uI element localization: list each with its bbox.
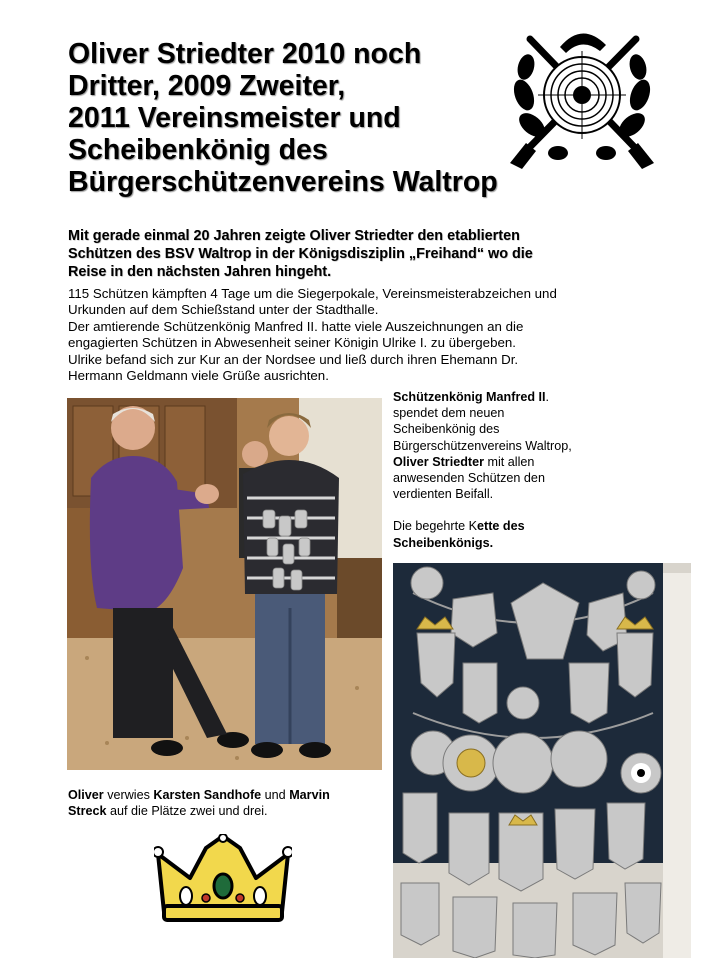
caption-text: mit allen xyxy=(484,454,535,469)
lead-paragraph xyxy=(68,227,648,281)
caption-name-oliver: Oliver xyxy=(68,788,104,802)
caption-bold: Scheibenkönigs. xyxy=(393,535,494,550)
body-line: Hermann Geldmann viele Grüße ausrichten. xyxy=(68,368,329,384)
caption-text: auf die Plätze zwei und drei. xyxy=(106,804,268,819)
caption-line xyxy=(68,787,398,803)
crown-icon xyxy=(154,834,292,926)
caption-bold: ette des xyxy=(477,519,525,534)
body-line: 115 Schützen kämpften 4 Tage um die Siegerpokale, Vereinsmeisterabzeichen und xyxy=(68,286,557,301)
caption-line xyxy=(393,535,633,551)
photo-caption-right xyxy=(393,389,633,551)
body-paragraph xyxy=(68,286,648,384)
chain-photo xyxy=(393,563,691,958)
caption-line: verdienten Beifall. xyxy=(393,487,494,502)
body-line: Urkunden auf dem Schießstand unter der Stadthalle. xyxy=(68,302,379,318)
caption-line xyxy=(393,518,633,534)
caption-line xyxy=(68,803,398,819)
caption-name-oliver: Oliver Striedter xyxy=(393,454,484,469)
ceremony-photo xyxy=(67,398,382,770)
caption-name-karsten: Karsten Sandhofe xyxy=(153,788,262,802)
headline-line: Dritter, 2009 Zweiter, xyxy=(68,70,346,102)
shooting-target-emblem-icon xyxy=(508,25,656,170)
lead-line: Mit gerade einmal 20 Jahren zeigte Oliver Striedter den etablierten xyxy=(68,228,520,244)
headline-line: Oliver Striedter 2010 noch xyxy=(68,38,422,70)
caption-line: anwesenden Schützen den xyxy=(393,471,545,486)
body-line: Der amtierende Schützenkönig Manfred II. hatte viele Auszeichnungen an die xyxy=(68,318,524,334)
caption-text: verwies xyxy=(103,788,154,802)
caption-line: spendet dem neuen xyxy=(393,406,505,421)
caption-line: Scheibenkönig des xyxy=(393,422,500,437)
lead-line: Schützen des BSV Waltrop in der Königsdisziplin „Freihand“ wo die xyxy=(68,246,533,262)
body-line: engagierten Schützen in Abwesenheit seiner Königin Ulrike I. zu übergeben. xyxy=(68,335,516,351)
caption-text: . xyxy=(545,390,550,404)
caption-name-manfred: Schützenkönig Manfred II xyxy=(393,390,546,404)
caption-text: und xyxy=(261,788,290,802)
body-line: Ulrike befand sich zur Kur an der Nordsee und ließ durch ihren Ehemann Dr. xyxy=(68,351,519,367)
headline-line: 2011 Vereinsmeister und xyxy=(68,102,401,134)
photo-caption-left xyxy=(68,787,398,819)
caption-line: Bürgerschützenvereins Waltrop, xyxy=(393,438,572,453)
caption-name-streck: Streck xyxy=(68,804,107,819)
caption-name-marvin: Marvin xyxy=(289,788,330,802)
headline-line: Scheibenkönig des xyxy=(68,134,328,166)
caption-line xyxy=(393,389,633,405)
lead-line: Reise in den nächsten Jahren hingeht. xyxy=(68,264,332,280)
headline-line: Bürgerschützenvereins Waltrop xyxy=(68,166,498,198)
caption-text: Die begehrte K xyxy=(393,519,478,534)
caption-line xyxy=(393,454,633,470)
